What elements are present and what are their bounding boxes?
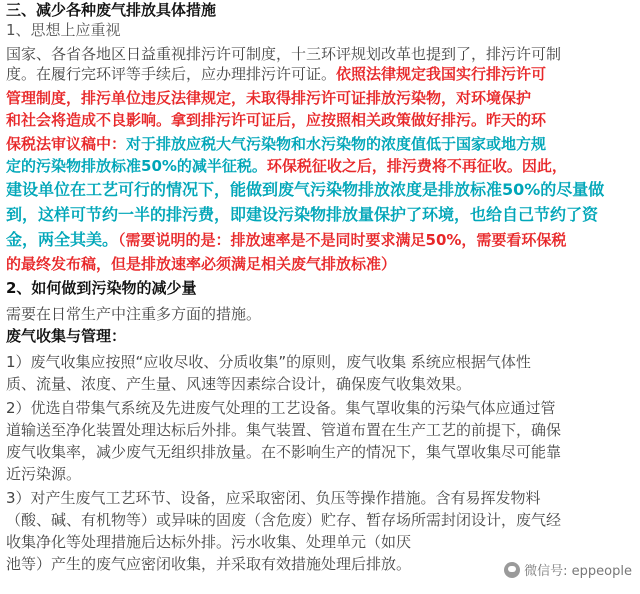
text-segment: 定的污染物排放标准50%的减半征税。 xyxy=(6,157,267,175)
text-line xyxy=(6,488,541,510)
text-line xyxy=(6,278,196,300)
text-segment: 到，这样可节约一半的排污费，即建设污染物排放量保护了环境，也给自己节约了资 xyxy=(6,205,599,224)
text-segment: 金，两全其美。 xyxy=(6,230,119,249)
text-line xyxy=(6,510,561,532)
text-line xyxy=(6,398,556,420)
text-line xyxy=(6,532,411,554)
watermark-text: 微信号: eppeople xyxy=(524,564,632,579)
text-segment: 对于排放应税大气污染物和水污染物的浓度值低于国家或地方规 xyxy=(126,135,547,153)
text-line xyxy=(6,554,411,576)
text-line xyxy=(6,180,604,202)
text-segment: （酸、碱、有机物等）或异味的固废（含危废）贮存、暂存场所需封闭设计，废气经 xyxy=(6,511,562,529)
text-line xyxy=(6,20,121,42)
text-line xyxy=(6,44,561,66)
text-segment: 收集净化等处理措施后达标外排。污水收集、处理单元（如厌 xyxy=(6,533,412,551)
text-line xyxy=(6,134,546,156)
text-line xyxy=(6,156,567,178)
text-line xyxy=(6,0,216,22)
text-segment: 管理制度，排污单位违反法律规定，未取得排污许可证排放污染物，对环境保护 xyxy=(6,89,532,107)
text-line xyxy=(6,254,396,276)
text-segment: 质、流量、浓度、产生量、风速等因素综合设计，确保废气收集效果。 xyxy=(6,375,472,393)
text-segment: （需要说明的是：排放速率是不是同时要求满足50%，需要看环保税 xyxy=(118,231,567,249)
text-segment: 建设单位在工艺可行的情况下，能做到废气污染物排放浓度是排放标准50%的尽量做 xyxy=(6,180,605,199)
text-segment: 依照法律规定我国实行排污许可 xyxy=(336,65,547,83)
text-line xyxy=(6,374,471,396)
text-segment: 1、思想上应重视 xyxy=(6,21,121,39)
text-line xyxy=(6,420,561,442)
text-segment: 和社会将造成不良影响。拿到排污许可证后，应按照相关政策做好排污。昨天的环 xyxy=(6,111,547,129)
text-segment: 道输送至净化装置处理达标后外排。集气装置、管道布置在生产工艺的前提下，确保 xyxy=(6,421,562,439)
text-line xyxy=(6,64,546,86)
text-line xyxy=(6,326,126,348)
text-segment: 2、如何做到污染物的减少量 xyxy=(6,279,197,297)
text-line xyxy=(6,464,81,486)
text-segment: 的最终发布稿，但是排放速率必须满足相关废气排放标准） xyxy=(6,255,397,273)
text-segment: 废气收集率，减少废气无组织排放量。在不影响生产的情况下，集气罩收集尽可能靠 xyxy=(6,443,562,461)
watermark xyxy=(504,560,632,579)
text-segment: 需要在日常生产中注重多方面的措施。 xyxy=(6,305,262,323)
text-line xyxy=(6,110,546,132)
text-segment: 1）废气收集应按照“应收尽收、分质收集”的原则，废气收集 系统应根据气体性 xyxy=(6,353,531,371)
wechat-icon xyxy=(504,562,520,578)
text-segment: 3）对产生废气工艺环节、设备，应采取密闭、负压等操作措施。含有易挥发物料 xyxy=(6,489,541,507)
text-line xyxy=(6,442,561,464)
text-segment: 近污染源。 xyxy=(6,465,82,483)
text-line xyxy=(6,88,531,110)
text-segment: 环保税征收之后，排污费将不再征收。因此， xyxy=(266,157,567,175)
text-line xyxy=(6,352,531,374)
text-segment: 度。在履行完环评等手续后，应办理排污许可证。 xyxy=(6,65,337,83)
text-segment: 池等）产生的废气应密闭收集，并采取有效措施处理后排放。 xyxy=(6,555,412,573)
text-segment: 保税法审议稿中： xyxy=(6,135,127,153)
text-line xyxy=(6,230,566,252)
text-segment: 2）优选自带集气系统及先进废气处理的工艺设备。集气罩收集的污染气体应通过管 xyxy=(6,399,556,417)
text-segment: 国家、各省各地区日益重视排污许可制度，十三环评规划改革也提到了，排污许可制 xyxy=(6,45,562,63)
text-segment: 废气收集与管理： xyxy=(6,327,127,345)
text-segment: 三、减少各种废气排放具体措施 xyxy=(6,1,217,19)
text-line xyxy=(6,304,261,326)
text-line xyxy=(6,205,598,227)
